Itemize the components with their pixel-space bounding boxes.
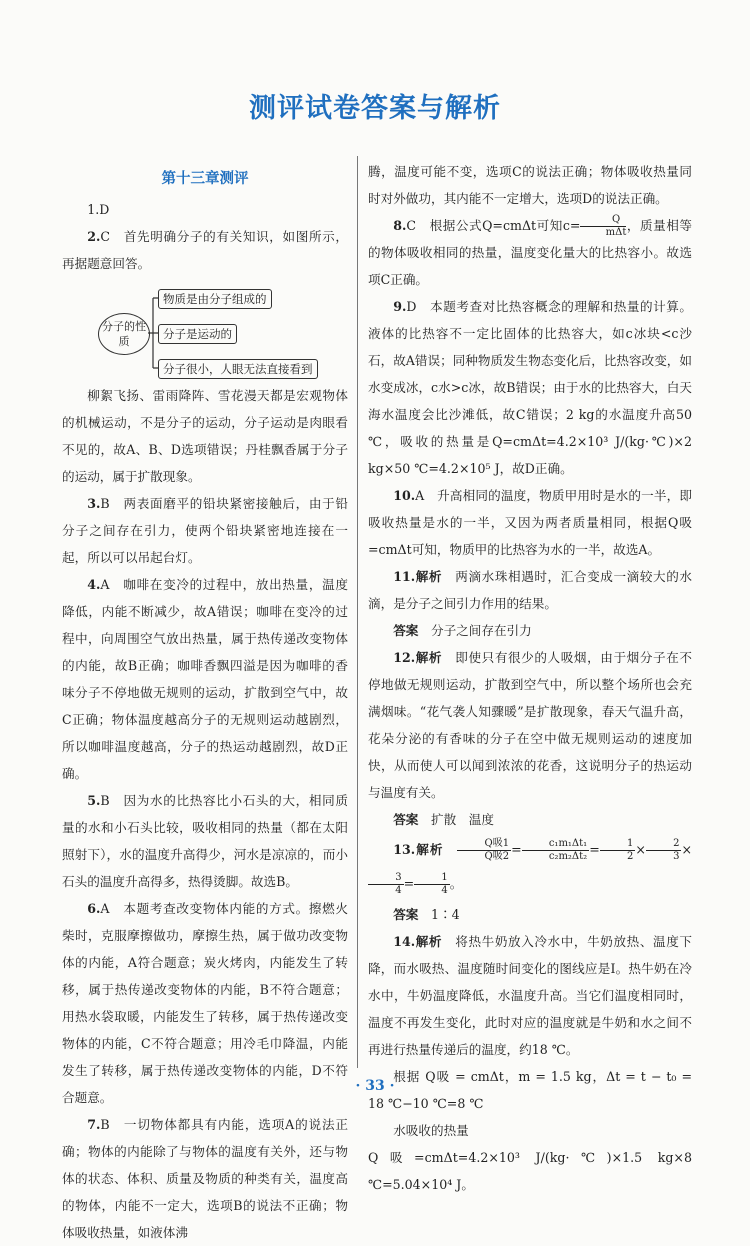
answer-3: [62, 490, 348, 571]
answer-5-text: B 因为水的比热容比小石头的大，相同质量的水和小石头比较，吸收相同的热量（都在太阳照射下），水的温度升高得少，河水是凉凉的，而小石头的温度升高得多，热得烫脚。故选B。: [62, 793, 348, 889]
fraction-top: 1: [414, 872, 450, 885]
answer-2-text: C 首先明确分子的有关知识，如图所示，再据题意回答。: [62, 229, 348, 271]
answer-14-calc-3: Q吸=cmΔt=4.2×10³ J/(kg·℃)×1.5 kg×8 ℃=5.04×10⁴ J。: [368, 1150, 692, 1192]
answer-11-text: 两滴水珠相遇时，汇合变成一滴较大的水滴，是分子之间引力作用的结果。: [368, 569, 693, 611]
q13-frac-c: [368, 872, 404, 897]
q13-frac-result: [414, 872, 450, 897]
answer-9-number: 9.: [393, 299, 407, 314]
answer-13-result: [368, 901, 692, 928]
section-title: 第十三章测评: [161, 171, 249, 187]
answer-13-label: 解析: [415, 842, 444, 857]
answer-4-number: 4.: [87, 577, 101, 592]
fraction-top: 2: [646, 838, 682, 851]
q13-frac-formula: [522, 838, 590, 863]
answer-12: [368, 644, 692, 806]
answer-label: 答案: [393, 623, 419, 638]
answer-4: [62, 571, 348, 787]
answer-3-text: B 两表面磨平的铅块紧密接触后，由于铅分子之间存在引力，使两个铅块紧密地连接在一起，所以可以吊起台灯。: [62, 496, 348, 565]
fraction-top: Q: [580, 214, 626, 227]
answer-12-value: 扩散 温度: [430, 812, 494, 827]
answer-9-text: D 本题考查对比热容概念的理解和热量的计算。液体的比热容不一定比固体的比热容大，如c冰块<c沙石，故A错误；同种物质发生物态变化后，比热容改变，如水变成冰，c水>c冰，故B错误；由于水的比热容大，白天海水温度会比沙滩低，故C错误；2 kg的水温度升高50 ℃，吸收的热量是Q=cmΔt=4.2×10³ J/(kg·℃)×2 kg×50 ℃=4.2×10⁵ J，故D正确。: [368, 299, 692, 476]
answer-10: [368, 482, 692, 563]
answer-14-label: 解析: [415, 934, 443, 949]
answer-2-explanation: 柳絮飞扬、雷雨降阵、雪花漫天都是宏观物体的机械运动，不是分子的运动，分子运动是肉眼看不见的，故A、B、D选项错误；丹桂飘香属于分子的运动，属于扩散现象。: [62, 388, 348, 484]
fraction-bottom: 4: [441, 885, 448, 896]
column-divider: [357, 156, 358, 1068]
answer-10-text: A 升高相同的温度，物质甲用时是水的一半，即吸收热量是水的一半，又因为两者质量相同，根据Q吸=cmΔt可知，物质甲的比热容为水的一半，故选A。: [368, 488, 692, 557]
answer-11-result: [368, 617, 692, 644]
fraction-bottom: Q吸2: [484, 851, 510, 862]
fraction-top: Q吸1: [457, 838, 511, 851]
answer-4-text: A 咖啡在变冷的过程中，放出热量，温度降低，内能不断减少，故A错误；咖啡在变冷的过程中，向周围空气放出热量，属于热传递改变物体的内能，故B正确；咖啡香飘四溢是因为咖啡的香味分子不停地做无规则的运动，扩散到空气中，故C正确；物体温度越高分子的无规则运动越剧烈，所以咖啡温度越高，分子的热运动越剧烈，故D正确。: [62, 577, 348, 781]
answer-14-calc-1: 根据 Q吸 = cmΔt，m = 1.5 kg，Δt = t − t₀ = 18 ℃−10 ℃=8 ℃: [368, 1069, 692, 1111]
answer-13: 13.解析 $\frac{\text{Q吸1}}{\text{Q吸2}}$ = $\frac{\text{c₁m₁Δt₁}}{\text{c₂m₂Δt₂}}$ = $\frac{1}{2}$ × $\frac{2}{3}$ × $\frac{3}{4}$ = $\frac{1}{4}$ 。: [368, 833, 692, 901]
answer-12-label: 解析: [415, 650, 443, 665]
answer-5-number: 5.: [87, 793, 101, 808]
answer-7: [62, 1111, 348, 1246]
page-number: · 33 ·: [355, 1078, 395, 1094]
fraction-top: 3: [368, 872, 404, 885]
answer-14-calc-2: 水吸收的热量: [393, 1123, 469, 1138]
fraction-bottom: mΔt: [605, 227, 627, 238]
answer-1: 1.D: [87, 202, 110, 217]
answer-12-result: [368, 806, 692, 833]
diagram-box-size: 分子很小，人眼无法直接看到: [158, 359, 318, 379]
answer-9: [368, 293, 692, 482]
answer-7-number: 7.: [87, 1117, 101, 1132]
diagram-center: 分子的性质: [98, 313, 150, 355]
answer-14-number: 14.: [393, 934, 416, 949]
answer-5: [62, 787, 348, 895]
fraction-bottom: 2: [626, 851, 634, 862]
answer-12-text: 即使只有很少的人吸烟，由于烟分子在不停地做无规则运动，扩散到空气中，所以整个场所也会充满烟味。“花气袭人知骤暖”是扩散现象，春天气温升高，花朵分泌的有香味的分子在空中做无规则运动的速度加快，从而使人可以闻到浓浓的花香，这说明分子的热运动与温度有关。: [368, 650, 693, 800]
answer-12-number: 12.: [393, 650, 416, 665]
answer-8-text-pre: C 根据公式Q=cmΔt可知c=: [406, 218, 581, 233]
answer-7-continued: 腾，温度可能不变，选项C的说法正确；物体吸收热量同时对外做功，其内能不一定增大，选项D的说法正确。: [368, 164, 692, 206]
molecule-properties-diagram: [62, 277, 348, 382]
fraction-top: c₁m₁Δt₁: [522, 838, 590, 851]
answer-label: 答案: [393, 812, 419, 827]
answer-13-number: 13.: [393, 842, 416, 857]
answer-11-value: 分子之间存在引力: [430, 623, 532, 638]
answer-2: [62, 223, 348, 277]
answer-13-value: 1∶4: [430, 907, 460, 922]
right-column: [368, 158, 692, 1198]
q13-frac-heat: [457, 838, 511, 863]
answer-6-text: A 本题考查改变物体内能的方式。擦燃火柴时，克服摩擦做功，摩擦生热，属于做功改变物体的内能，A符合题意；炭火烤肉，内能发生了转移，属于热传递改变物体的内能，B不符合题意；用热水袋取暖，内能发生了转移，属于热传递改变物体的内能，C不符合题意；用冷毛巾降温，内能发生了转移，属于热传递改变物体的内能，D不符合题意。: [62, 901, 348, 1105]
answer-2-number: 2.: [87, 229, 101, 244]
q13-frac-a: [600, 838, 636, 863]
page-title: 测评试卷答案与解析: [249, 93, 501, 124]
answer-11-number: 11.: [393, 569, 416, 584]
answer-6-number: 6.: [87, 901, 101, 916]
fraction-bottom: 4: [395, 885, 402, 896]
fraction-top: 1: [600, 838, 636, 851]
answer-8: [368, 212, 692, 293]
answer-8-fraction: [580, 214, 626, 239]
answer-11: [368, 563, 692, 617]
answer-3-number: 3.: [87, 496, 101, 511]
fraction-bottom: 3: [673, 851, 680, 862]
diagram-box-composition: 物质是由分子组成的: [158, 289, 272, 309]
answer-8-number: 8.: [393, 218, 407, 233]
answer-14-text: 将热牛奶放入冷水中，牛奶放热、温度下降，而水吸热、温度随时间变化的图线应是Ⅰ。热牛奶在冷水中，牛奶温度降低，水温度升高。当它们温度相同时，温度不再发生变化，此时对应的温度就是牛奶和水之间不再进行热量传递后的温度，约18 ℃。: [368, 934, 693, 1057]
answer-8-text-post: ，质量相等的物体吸收相同的热量，温度变化量大的比热容小。故选项C正确。: [368, 218, 692, 287]
fraction-bottom: c₂m₂Δt₂: [548, 851, 588, 862]
answer-10-number: 10.: [393, 488, 416, 503]
answer-label: 答案: [393, 907, 419, 922]
q13-frac-b: [646, 838, 682, 863]
answer-7-text: B 一切物体都具有内能，选项A的说法正确；物体的内能除了与物体的温度有关外，还与物体的状态、体积、质量及物质的种类有关，温度高的物体，内能不一定大，选项B的说法不正确；物体吸收热量，如液体沸: [62, 1117, 348, 1240]
diagram-box-motion: 分子是运动的: [158, 324, 237, 344]
answer-11-label: 解析: [415, 569, 443, 584]
answer-14: [368, 928, 692, 1063]
